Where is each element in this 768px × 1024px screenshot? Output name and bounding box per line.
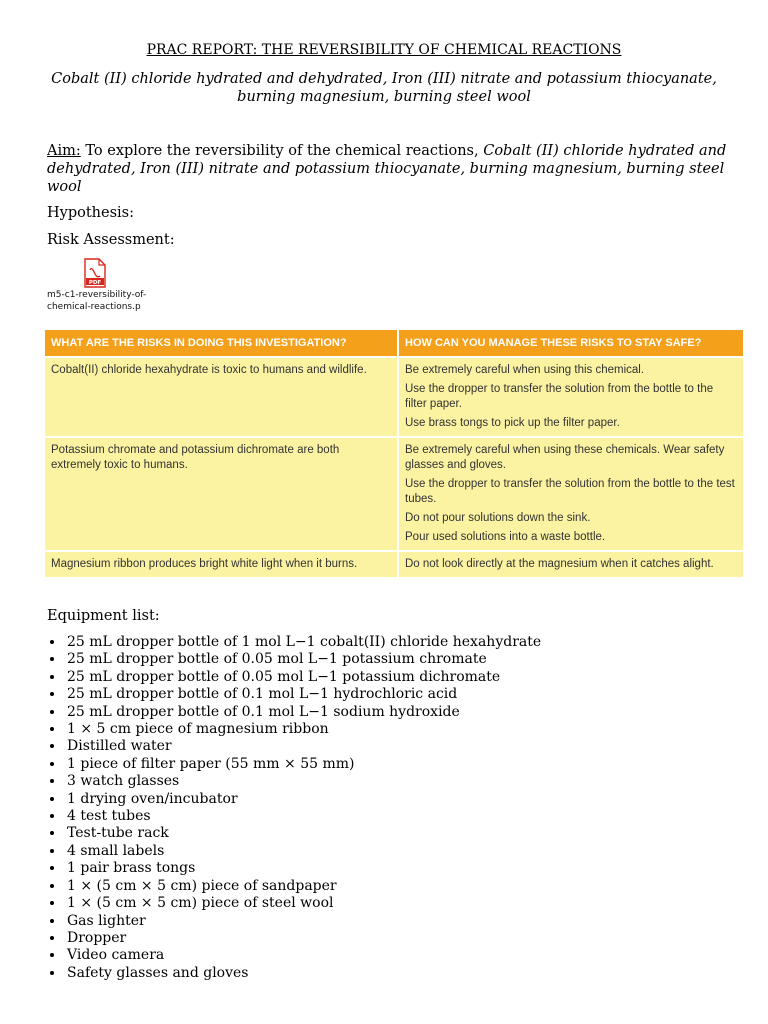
list-item: • 1 × 5 cm piece of magnesium ribbon xyxy=(65,721,745,738)
list-item: • Video camera xyxy=(65,947,745,964)
management-line: Use the dropper to transfer the solution from the bottle to the test tubes. xyxy=(405,478,735,505)
list-item: • 1 drying oven/incubator xyxy=(65,791,745,808)
management-cell xyxy=(398,551,743,577)
list-item: • 25 mL dropper bottle of 0.1 mol L−1 hydrochloric acid xyxy=(65,686,745,703)
management-line: Use brass tongs to pick up the filter paper. xyxy=(405,417,620,429)
list-item: • 25 mL dropper bottle of 0.05 mol L−1 potassium chromate xyxy=(65,651,745,668)
management-line: Be extremely careful when using these chemicals. Wear safety glasses and gloves. xyxy=(405,444,725,471)
list-item: • Gas lighter xyxy=(65,913,745,930)
table-row xyxy=(45,437,743,551)
list-item: • 3 watch glasses xyxy=(65,773,745,790)
equipment-heading: Equipment list: xyxy=(47,608,160,624)
table-row xyxy=(45,357,743,437)
page-subtitle: Cobalt (II) chloride hydrated and dehydrated, Iron (III) nitrate and potassium thiocyanate, burning magnesium, burning steel wool xyxy=(51,71,717,105)
list-item: • 1 pair brass tongs xyxy=(65,860,745,877)
risk-column-header: WHAT ARE THE RISKS IN DOING THIS INVESTIGATION? xyxy=(45,330,398,357)
list-item: • 25 mL dropper bottle of 0.05 mol L−1 potassium dichromate xyxy=(65,669,745,686)
list-item: • 25 mL dropper bottle of 0.1 mol L−1 sodium hydroxide xyxy=(65,704,745,721)
risk-cell: Magnesium ribbon produces bright white light when it burns. xyxy=(45,551,398,577)
list-item: • 25 mL dropper bottle of 1 mol L−1 cobalt(II) chloride hexahydrate xyxy=(65,634,745,651)
management-cell xyxy=(398,357,743,437)
pdf-icon-label: PDF xyxy=(88,279,102,286)
list-item: • 4 test tubes xyxy=(65,808,745,825)
list-item: • Distilled water xyxy=(65,738,745,755)
management-line: Use the dropper to transfer the solution from the bottle to the filter paper. xyxy=(405,383,714,410)
management-cell xyxy=(398,437,743,551)
list-item: • Test-tube rack xyxy=(65,825,745,842)
list-item: • Safety glasses and gloves xyxy=(65,965,745,982)
aim-label: Aim: xyxy=(47,143,81,159)
pdf-filename[interactable]: m5-c1-reversibility-of-chemical-reactions.p xyxy=(47,290,147,312)
list-item: • Dropper xyxy=(65,930,745,947)
equipment-list xyxy=(47,634,745,982)
list-item: • 4 small labels xyxy=(65,843,745,860)
aim-paragraph xyxy=(47,142,727,196)
hypothesis-heading: Hypothesis: xyxy=(47,205,134,221)
risk-cell: Cobalt(II) chloride hexahydrate is toxic to humans and wildlife. xyxy=(45,357,398,437)
risk-assessment-heading: Risk Assessment: xyxy=(47,232,175,248)
risk-table xyxy=(45,330,743,577)
page-title: PRAC REPORT: THE REVERSIBILITY OF CHEMICAL REACTIONS xyxy=(146,42,622,58)
aim-text: To explore the reversibility of the chemical reactions, xyxy=(80,143,484,159)
table-row xyxy=(45,551,743,577)
management-line: Do not pour solutions down the sink. xyxy=(405,512,591,524)
pdf-file-icon xyxy=(83,258,107,288)
risk-cell: Potassium chromate and potassium dichromate are both extremely toxic to humans. xyxy=(45,437,398,551)
management-line: Do not look directly at the magnesium when it catches alight. xyxy=(405,558,714,570)
list-item: • 1 × (5 cm × 5 cm) piece of steel wool xyxy=(65,895,745,912)
management-line: Be extremely careful when using this chemical. xyxy=(405,364,645,376)
list-item: • 1 × (5 cm × 5 cm) piece of sandpaper xyxy=(65,878,745,895)
management-line: Pour used solutions into a waste bottle. xyxy=(405,531,606,543)
risk-table-header-row xyxy=(45,330,743,357)
list-item: • 1 piece of filter paper (55 mm × 55 mm) xyxy=(65,756,745,773)
management-column-header: HOW CAN YOU MANAGE THESE RISKS TO STAY SAFE? xyxy=(398,330,743,357)
aim-reactions: Cobalt (II) chloride hydrated and dehydrated, Iron (III) nitrate and potassium thiocyanate, burning magnesium, burning steel wool xyxy=(47,143,727,195)
